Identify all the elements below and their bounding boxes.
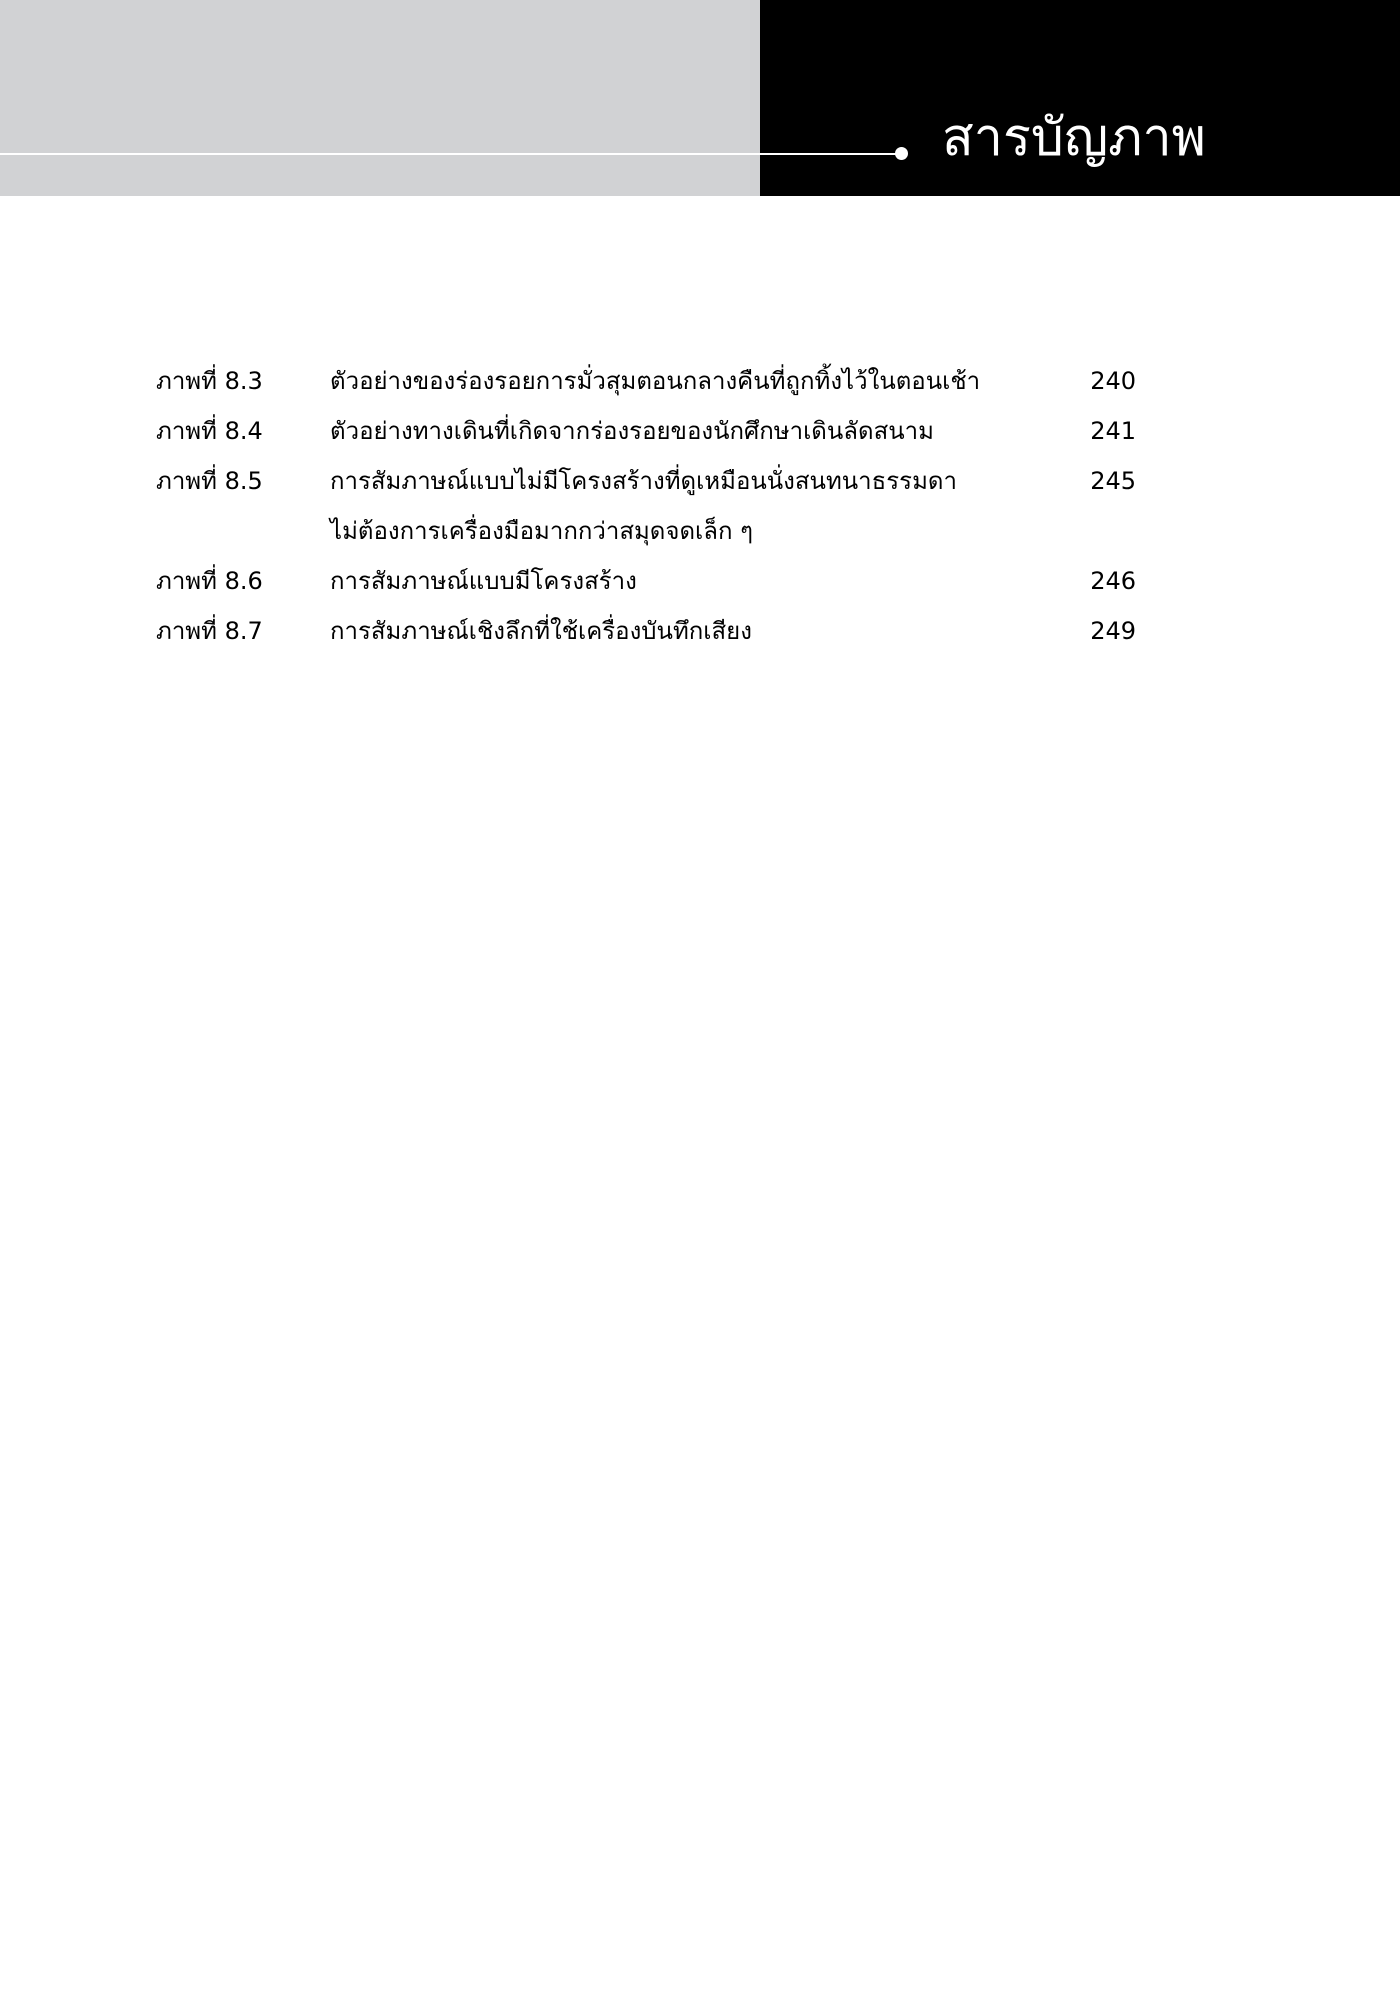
figure-caption	[330, 406, 1076, 456]
figure-caption	[330, 356, 1076, 406]
figure-caption-line: การสัมภาษณ์แบบไม่มีโครงสร้างที่ดูเหมือนนั่งสนทนาธรรมดา	[330, 467, 957, 495]
figure-caption-line: ไม่ต้องการเครื่องมือมากกว่าสมุดจดเล็ก ๆ	[330, 517, 753, 545]
toc-entry[interactable]	[156, 556, 1136, 606]
figure-number: ภาพที่ 8.4	[156, 417, 263, 445]
figure-caption-line: การสัมภาษณ์แบบมีโครงสร้าง	[330, 567, 637, 595]
figure-caption	[330, 456, 1076, 556]
figure-list	[156, 356, 1136, 656]
page-title: สารบัญภาพ	[942, 108, 1206, 168]
header-grey-band	[0, 0, 760, 196]
figure-number: ภาพที่ 8.7	[156, 617, 263, 645]
page-number: 246	[1090, 567, 1136, 595]
page-number: 245	[1090, 467, 1136, 495]
figure-caption	[330, 556, 1076, 606]
figure-caption-line: ตัวอย่างทางเดินที่เกิดจากร่องรอยของนักศึกษาเดินลัดสนาม	[330, 417, 934, 445]
page-number: 249	[1090, 617, 1136, 645]
figure-caption	[330, 606, 1076, 656]
figure-caption-line: ตัวอย่างของร่องรอยการมั่วสุมตอนกลางคืนที่ถูกทิ้งไว้ในตอนเช้า	[330, 367, 981, 395]
toc-entry[interactable]	[156, 456, 1136, 556]
figure-number: ภาพที่ 8.3	[156, 367, 263, 395]
header-bullet-dot	[895, 147, 908, 160]
page-number: 241	[1090, 417, 1136, 445]
toc-entry[interactable]	[156, 406, 1136, 456]
toc-entry[interactable]	[156, 606, 1136, 656]
figure-number: ภาพที่ 8.6	[156, 567, 263, 595]
page-number: 240	[1090, 367, 1136, 395]
figure-number: ภาพที่ 8.5	[156, 467, 263, 495]
header-rule-line	[0, 153, 900, 155]
toc-entry[interactable]	[156, 356, 1136, 406]
figure-caption-line: การสัมภาษณ์เชิงลึกที่ใช้เครื่องบันทึกเสียง	[330, 617, 752, 645]
